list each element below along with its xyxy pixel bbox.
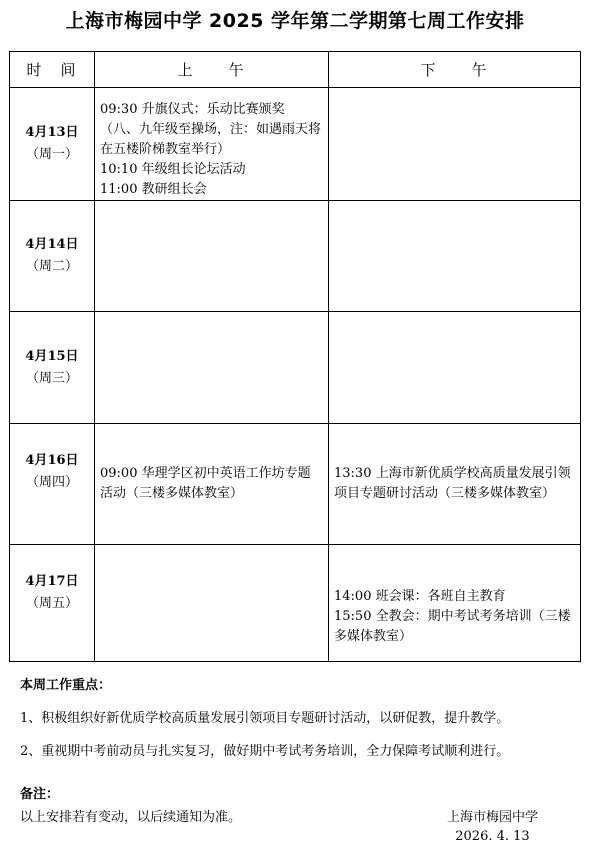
- am-cell: [95, 424, 329, 545]
- remark-heading: 备注：: [20, 787, 60, 802]
- focus-heading: 本周工作重点：: [20, 678, 112, 693]
- am-entry: 09:00 华理学区初中英语工作坊专题活动（三楼多媒体教室）: [100, 466, 311, 501]
- date-cell: [10, 424, 95, 545]
- weekday-label: （周五）: [25, 596, 78, 611]
- am-entry: （八、九年级至操场，注：如遇雨天将在五楼阶梯教室举行）: [100, 122, 322, 157]
- pm-cell: [329, 312, 581, 424]
- focus-item: 1、积极组织好新优质学校高质量发展引领项目专题研讨活动，以研促教，提升教学。: [20, 711, 510, 726]
- remark-text: 以上安排若有变动，以后续通知为准。: [20, 810, 242, 825]
- date-label: 4月17日: [25, 574, 79, 589]
- date-label: 4月16日: [25, 453, 79, 468]
- header-am: 上 午: [95, 52, 329, 88]
- signature-block: [447, 808, 538, 846]
- am-cell: [95, 201, 329, 312]
- schedule-table: [9, 51, 581, 662]
- date-cell: [10, 201, 95, 312]
- pm-cell: [329, 545, 581, 662]
- pm-entry: 14:00 班会课：各班自主教育: [334, 589, 506, 604]
- focus-item: 2、重视期中考前动员与扎实复习，做好期中考试考务培训，全力保障考试顺利进行。: [20, 744, 510, 759]
- table-row: [10, 545, 581, 662]
- page-title: 上海市梅园中学 2025 学年第二学期第七周工作安排: [65, 10, 525, 32]
- am-cell: [95, 545, 329, 662]
- date-label: 4月13日: [25, 125, 79, 140]
- table-row: [10, 424, 581, 545]
- date-cell: [10, 545, 95, 662]
- pm-cell: [329, 88, 581, 201]
- table-row: [10, 201, 581, 312]
- am-cell: [95, 312, 329, 424]
- date-label: 4月14日: [25, 237, 79, 252]
- pm-entry: 15:50 全教会：期中考试考务培训（三楼多媒体教室）: [334, 609, 571, 644]
- signature-org: 上海市梅园中学: [446, 810, 538, 825]
- signature-date: 2026. 4. 13: [455, 829, 530, 844]
- date-cell: [10, 312, 95, 424]
- am-entry: 09:30 升旗仪式：乐动比赛颁奖: [100, 102, 285, 117]
- weekday-label: （周一）: [25, 147, 78, 162]
- header-time: 时 间: [10, 52, 95, 88]
- am-cell: [95, 88, 329, 201]
- date-cell: [10, 88, 95, 201]
- pm-entry: 13:30 上海市新优质学校高质量发展引领项目专题研讨活动（三楼多媒体教室）: [334, 466, 571, 501]
- notes-section: [20, 674, 580, 825]
- am-entry: 11:00 教研组长会: [100, 182, 207, 197]
- weekday-label: （周三）: [25, 370, 78, 386]
- am-entry: 10:10 年级组长论坛活动: [100, 162, 246, 177]
- header-row: [10, 52, 581, 88]
- table-row: [10, 88, 581, 201]
- date-label: 4月15日: [25, 348, 79, 364]
- pm-cell: [329, 424, 581, 545]
- pm-cell: [329, 201, 581, 312]
- header-pm: 下 午: [329, 52, 581, 88]
- weekday-label: （周二）: [25, 259, 78, 274]
- weekday-label: （周四）: [25, 475, 78, 490]
- table-row: [10, 312, 581, 424]
